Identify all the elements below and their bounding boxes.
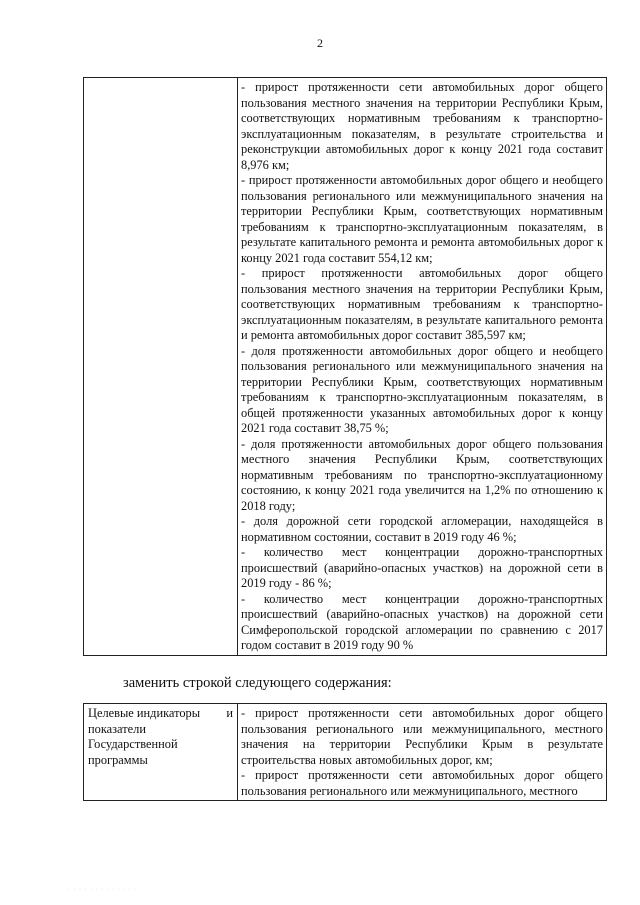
top-table-left-cell — [84, 78, 238, 656]
replacement-instruction: заменить строкой следующего содержания: — [123, 675, 392, 691]
indicator-paragraph: - количество мест концентрации дорожно-транспортных происшествий (аварийно-опасных участков) на дорожной сети в 2019 году - 86 %; — [241, 545, 603, 590]
page-number: 2 — [317, 36, 323, 50]
bottom-table-right-cell — [238, 704, 607, 801]
indicator-paragraph: - доля дорожной сети городской агломерации, находящейся в нормативном состоянии, составит в 2019 году 46 %; — [241, 514, 603, 544]
left-heading-part: и — [226, 706, 233, 720]
top-table — [83, 77, 607, 656]
left-heading-line: Государственной — [88, 737, 178, 751]
left-heading-line: программы — [88, 752, 148, 767]
indicator-paragraph: - доля протяженности автомобильных дорог общего пользования местного значения Республики Крым, соответствующих нормативным требованиям по транспортно-эксплуатационному состоянию, к концу 2021 года увеличится на 1,2% по отношению к 2018 году; — [241, 436, 603, 513]
indicator-paragraph: - прирост протяженности сети автомобильных дорог общего пользования местного значения на территории Республики Крым, соответствующих нормативным требованиям к транспортно-эксплуатационным показателям, в результате строительства и реконструкции автомобильных дорог к концу 2021 года составит 8,976 км; — [241, 80, 603, 172]
indicator-paragraph: - прирост протяженности сети автомобильных дорог общего пользования регионального или межмуниципального, местного значения на территории Республики Крым в результате строительства новых автомобильных дорог, км; — [241, 706, 603, 767]
indicator-paragraph: - прирост протяженности сети автомобильных дорог общего пользования регионального или межмуниципального, местного — [241, 768, 603, 798]
top-table-right-cell — [238, 78, 607, 656]
scan-artifact: · · · · · · · · · · · · · — [68, 887, 137, 893]
indicator-paragraph: - прирост протяженности автомобильных дорог общего и необщего пользования регионального или межмуниципального значения на территории Республики Крым, соответствующих нормативным требованиям к транспортно-эксплуатационным показателям, в результате капитального ремонта и ремонта автомобильных дорог к концу 2021 года составит 554,12 км; — [241, 173, 603, 265]
bottom-table-left-cell — [84, 704, 238, 801]
left-heading-part: Целевые индикаторы — [88, 706, 201, 720]
indicator-paragraph: - прирост протяженности автомобильных дорог общего пользования местного значения на территории Республики Крым, соответствующих нормативным требованиям к транспортно-эксплуатационным показателям, в результате капитального ремонта и ремонта автомобильных дорог составит 385,597 км; — [241, 266, 603, 342]
indicator-paragraph: - количество мест концентрации дорожно-транспортных происшествий (аварийно-опасных участков) на дорожной сети Симферопольской городской агломерации по сравнению с 2017 годом составит в 2019 году 90 % — [241, 591, 603, 652]
bottom-table — [83, 703, 607, 801]
indicator-paragraph: - доля протяженности автомобильных дорог общего и необщего пользования регионального или межмуниципального значения на территории Республики Крым, соответствующих нормативным требованиям к транспортно-эксплуатационным показателям, в общей протяженности указанных автомобильных дорог к концу 2021 года составит 38,75 %; — [241, 343, 603, 435]
left-heading-line: показатели — [88, 721, 146, 736]
